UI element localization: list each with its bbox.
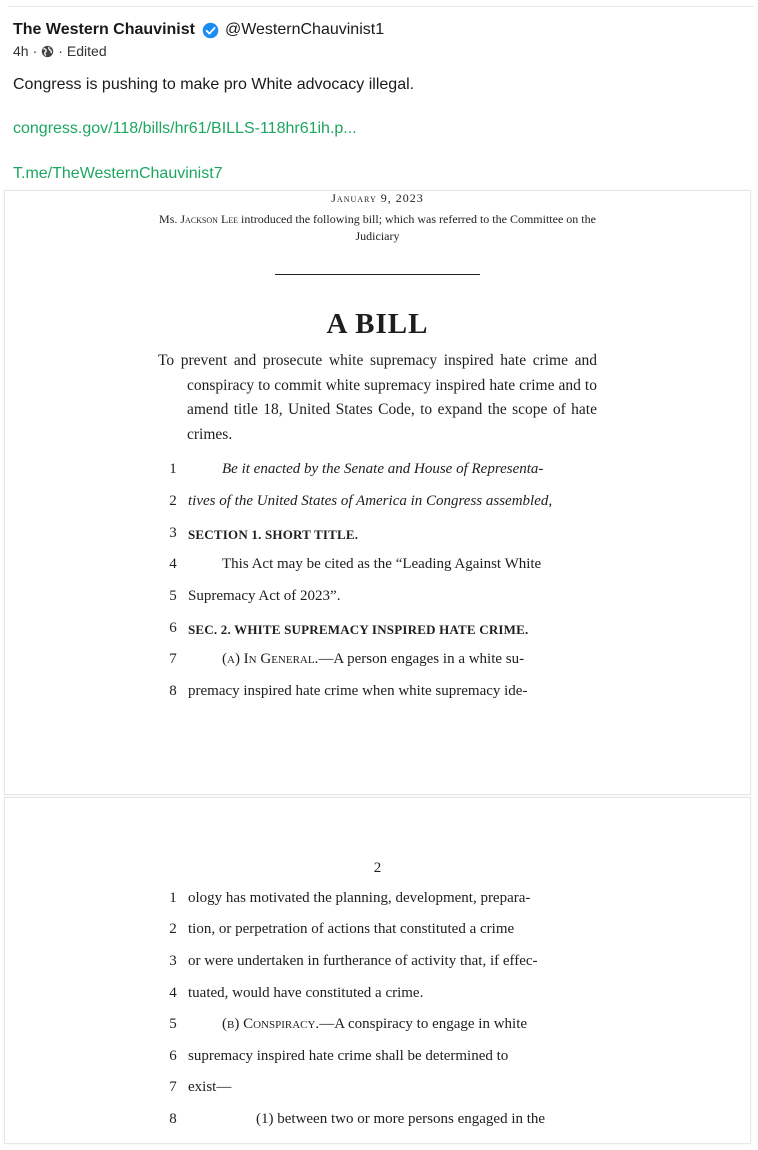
subsection-lead: (a) In General. [222, 651, 319, 667]
line-number: 1 [169, 461, 177, 477]
telegram-link[interactable]: T.me/TheWesternChauvinist7 [13, 165, 223, 182]
page-number: 2 [373, 860, 382, 876]
section-heading: SECTION 1. SHORT TITLE. [188, 527, 359, 542]
section-heading: SEC. 2. WHITE SUPREMACY INSPIRED HATE CRIME. [188, 622, 529, 637]
line-number: 3 [169, 525, 177, 541]
bill-line: Be it enacted by the Senate and House of Representa- [222, 461, 544, 477]
bill-line: (1) between two or more persons engaged in the [256, 1111, 546, 1127]
congress-link[interactable]: congress.gov/118/bills/hr61/BILLS-118hr61ih.p... [13, 120, 357, 137]
line-number: 8 [169, 1111, 177, 1127]
post-meta [13, 42, 107, 60]
line-number: 2 [169, 493, 177, 509]
line-number: 5 [169, 1016, 177, 1032]
globe-icon [41, 45, 54, 58]
verified-badge-icon [202, 22, 219, 39]
bill-line: tuated, would have constituted a crime. [188, 985, 424, 1001]
bill-title: A BILL [326, 308, 429, 340]
separator: · [58, 43, 63, 59]
bill-line: tion, or perpetration of actions that constituted a crime [188, 921, 515, 937]
intro-name: Jackson Lee [180, 212, 239, 226]
line-number: 7 [169, 651, 177, 667]
edited-label[interactable]: Edited [66, 43, 107, 59]
bill-line: ology has motivated the planning, development, prepara- [188, 890, 531, 906]
separator: · [32, 43, 38, 59]
bill-page-2-image[interactable] [4, 797, 751, 1144]
bill-line: premacy inspired hate crime when white supremacy ide- [188, 683, 528, 699]
subsection-lead: (b) Conspiracy. [222, 1016, 320, 1032]
subsection-text: —A person engages in a white su- [318, 651, 525, 667]
line-number: 4 [169, 556, 177, 572]
line-number: 6 [169, 1048, 177, 1064]
line-number: 6 [169, 620, 177, 636]
bill-line [222, 1016, 598, 1033]
post-header [13, 19, 384, 41]
bill-intro [155, 211, 600, 245]
bill-line: This Act may be cited as the “Leading Against White [222, 556, 542, 572]
bill-line: exist— [188, 1079, 232, 1095]
line-number: 8 [169, 683, 177, 699]
bill-line: supremacy inspired hate crime shall be determined to [188, 1048, 509, 1064]
line-number: 1 [169, 890, 177, 906]
bill-line: Supremacy Act of 2023”. [188, 588, 341, 604]
purpose-text: To prevent and prosecute white supremacy inspired hate crime and conspiracy to commit white supremacy inspired hate crime and to amend title 18, United States Code, to expand the scope of hate crimes. [158, 352, 597, 443]
author-name[interactable]: The Western Chauvinist [13, 21, 195, 38]
bill-line [222, 651, 598, 668]
post-time[interactable]: 4h [13, 43, 29, 59]
bill-purpose [158, 349, 597, 447]
intro-prefix: Ms. [159, 212, 178, 226]
bill-line: or were undertaken in furtherance of activity that, if effec- [188, 953, 538, 969]
bill-date: January 9, 2023 [331, 191, 424, 205]
line-number: 3 [169, 953, 177, 969]
author-handle[interactable]: @WesternChauvinist1 [224, 21, 385, 38]
line-number: 5 [169, 588, 177, 604]
line-number: 7 [169, 1079, 177, 1095]
post [0, 0, 758, 190]
subsection-text: —A conspiracy to engage in white [319, 1016, 528, 1032]
intro-rest: introduced the following bill; which was referred to the Committee on the Judiciary [241, 212, 596, 243]
divider-rule [275, 274, 480, 275]
bill-line: tives of the United States of America in Congress assembled, [188, 493, 553, 509]
divider [8, 6, 754, 7]
line-number: 4 [169, 985, 177, 1001]
post-text: Congress is pushing to make pro White advocacy illegal. [13, 76, 415, 93]
line-number: 2 [169, 921, 177, 937]
bill-page-1-image[interactable] [4, 190, 751, 795]
